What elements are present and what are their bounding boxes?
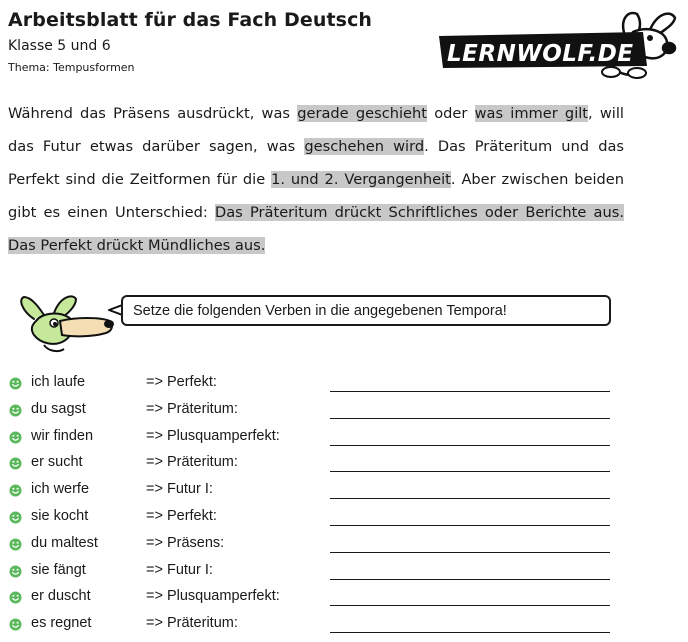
smiley-icon [9,484,22,497]
topic-label: Thema: Tempusformen [8,61,135,74]
highlighted-phrase: gerade geschieht [297,105,427,122]
verb-label: sie kocht [31,508,89,524]
exercise-row [0,374,688,401]
highlighted-phrase: was immer gilt [474,105,589,122]
target-tense-label: => Plusquamperfekt: [146,588,280,605]
verb-label: er duscht [31,588,91,605]
lernwolf-logo [437,6,677,80]
target-tense-label: => Präteritum: [146,454,238,471]
smiley-icon [9,538,22,551]
answer-line[interactable] [330,552,610,553]
exercise-row [0,615,688,642]
target-tense-label: => Plusquamperfekt: [146,427,280,444]
answer-line[interactable] [330,471,610,472]
highlighted-phrase: geschehen wird [304,138,425,155]
smiley-icon [9,431,22,444]
answer-line[interactable] [330,579,610,580]
verb-label: ich werfe [31,481,90,498]
target-tense-label: => Präsens: [146,534,225,551]
text-segment: Während das Präsens ausdrückt, was [8,105,298,122]
verb-label: ich laufe [31,374,86,390]
answer-line[interactable] [330,632,610,633]
text-segment: oder [427,105,475,122]
answer-line[interactable] [330,418,610,419]
instruction-bubble: Setze die folgenden Verben in die angegebenen Tempora! [121,295,611,326]
smiley-icon [9,511,22,524]
verb-label: du sagst [31,400,86,417]
verb-label: es regnet [31,615,92,632]
exercise-row [0,508,688,535]
highlighted-phrase: Das Präteritum drückt Schriftliches oder Berichte aus. Das Perfekt drückt Mündliches aus. [8,204,624,254]
text-segment: . Aber zwischen beiden gibt es einen Unterschied: [8,171,624,221]
exercise-row [0,481,688,508]
page-title: Arbeitsblatt für das Fach Deutsch [8,9,373,31]
highlighted-phrase: 1. und 2. Vergangenheit [271,171,451,188]
intro-paragraph [8,97,624,262]
answer-line[interactable] [330,498,610,499]
smiley-icon [9,457,22,470]
wolf-mascot-icon [14,291,118,357]
exercise-row [0,588,688,615]
exercise-row [0,535,688,562]
target-tense-label: => Präteritum: [146,400,238,417]
exercise-row [0,428,688,455]
target-tense-label: => Perfekt: [146,508,217,524]
text-segment: . Das Präteritum und das Perfekt sind die Zeitformen für die [8,138,624,188]
logo-text: LERNWOLF.DE [447,41,634,67]
smiley-icon [9,404,22,417]
smiley-icon [9,591,22,604]
answer-line[interactable] [330,525,610,526]
text-segment: , will das Futur etwas darüber sagen, was [8,105,624,155]
class-label: Klasse 5 und 6 [8,38,111,54]
verb-label: du maltest [31,534,98,551]
smiley-icon [9,618,22,631]
answer-line[interactable] [330,605,610,606]
exercise-row [0,562,688,589]
target-tense-label: => Perfekt: [146,374,217,390]
target-tense-label: => Präteritum: [146,615,238,632]
answer-line[interactable] [330,445,610,446]
target-tense-label: => Futur I: [146,481,213,498]
verb-label: sie fängt [31,561,86,578]
answer-line[interactable] [330,391,610,392]
verb-label: wir finden [31,427,94,444]
exercise-row [0,454,688,481]
smiley-icon [9,565,22,578]
verb-label: er sucht [31,454,83,471]
exercise-row [0,401,688,428]
smiley-icon [9,377,22,390]
target-tense-label: => Futur I: [146,561,213,578]
